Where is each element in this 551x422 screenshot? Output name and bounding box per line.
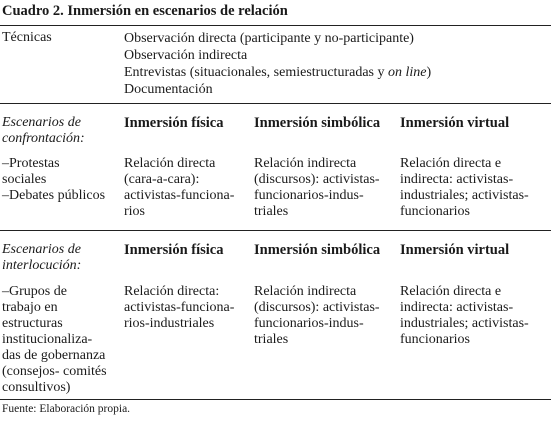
tecnicas-list xyxy=(124,30,431,98)
rule-top xyxy=(0,25,551,26)
section2-header-fisica: Inmersión física xyxy=(124,242,224,258)
section2-row-label: –Grupos de trabajo en estructuras institucionaliza- das de gobernanza (consejos- comités consultivos) xyxy=(2,284,107,395)
section2-cell-fisica: Relación directa: activistas-funciona- rios-industriales xyxy=(124,284,235,331)
section1-cell-virtual: Relación directa e indirecta: activistas- industriales; activistas- funcionarios xyxy=(400,156,529,219)
tecnica-item: Entrevistas (situacionales, semiestructuradas y on line) xyxy=(124,65,432,80)
section1-header-fisica: Inmersión física xyxy=(124,115,224,131)
section1-row-label: –Protestas sociales –Debates públicos xyxy=(2,156,106,203)
section2-cell-simbolica: Relación indirecta (discursos): activistas- funcionarios-indus- triales xyxy=(254,284,380,347)
section1-label: Escenarios de confrontación: xyxy=(2,115,85,146)
section2-header-simbolica: Inmersión simbólica xyxy=(254,242,381,258)
tecnica-item: Observación indirecta xyxy=(124,48,248,63)
section2-cell-virtual: Relación directa e indirecta: activistas- industriales; activistas- funcionarios xyxy=(400,284,529,347)
tecnica-item: Observación directa (participante y no-participante) xyxy=(124,31,414,46)
source-note: Fuente: Elaboración propia. xyxy=(2,403,131,415)
table-title: Cuadro 2. Inmersión en escenarios de relación xyxy=(2,3,288,19)
tecnica-item: Documentación xyxy=(124,82,213,97)
tecnicas-label: Técnicas xyxy=(2,30,52,45)
rule-2 xyxy=(0,230,551,231)
rule-bottom xyxy=(0,399,551,400)
rule-1 xyxy=(0,103,551,104)
section2-label: Escenarios de interlocución: xyxy=(2,242,82,273)
section2-header-virtual: Inmersión virtual xyxy=(400,242,510,258)
section1-cell-simbolica: Relación indirecta (discursos): activistas- funcionarios-indus- triales xyxy=(254,156,380,219)
section1-header-simbolica: Inmersión simbólica xyxy=(254,115,381,131)
section1-cell-fisica: Relación directa (cara-a-cara): activistas-funciona- rios xyxy=(124,156,235,219)
section1-header-virtual: Inmersión virtual xyxy=(400,115,510,131)
